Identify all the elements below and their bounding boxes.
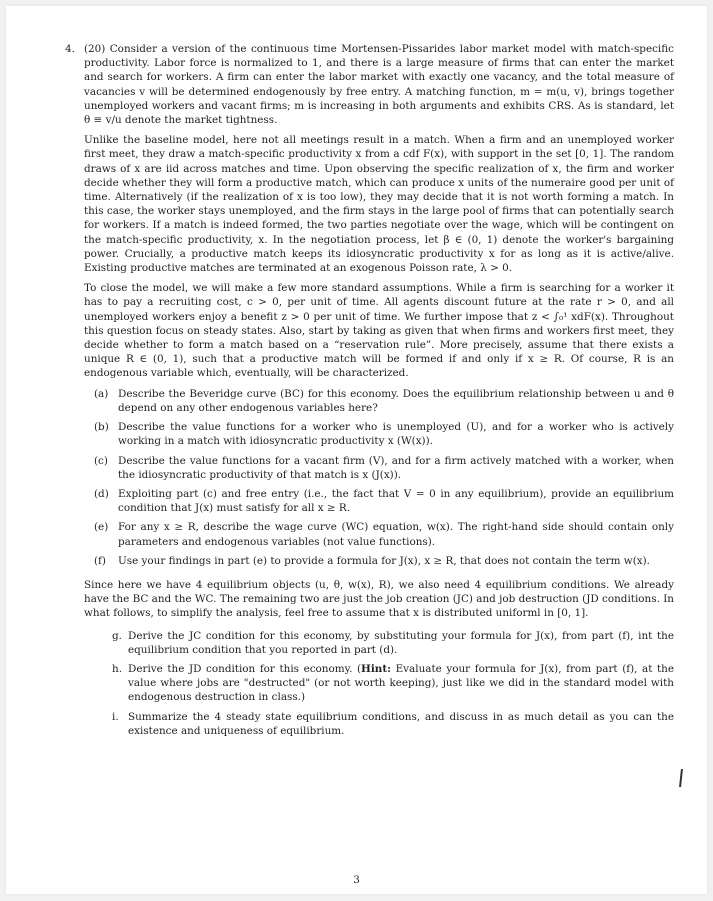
- part-text: Describe the Beveridge curve (BC) for this economy. Does the equilibrium relationship between u and θ depend on any other endogenous variables here?: [118, 387, 674, 414]
- part-text: Use your findings in part (e) to provide a formula for J(x), x ≥ R, that does not contain the term w(x).: [118, 554, 650, 567]
- part-label: g.: [112, 629, 122, 642]
- part-label: (c): [94, 454, 108, 467]
- question-parts-list-2: [84, 629, 674, 738]
- question-part: [94, 420, 674, 448]
- question-part: [112, 629, 674, 657]
- question-part: [112, 710, 674, 738]
- problem-text: [65, 42, 675, 743]
- part-text: For any x ≥ R, describe the wage curve (WC) equation, w(x). The right-hand side should contain only parameters and endogenous variables (not value functions).: [118, 521, 674, 548]
- page-number: 3: [353, 874, 360, 886]
- part-text: Describe the value functions for a vacant firm (V), and for a firm actively matched with a worker, when the idiosyncratic productivity of that match is x (J(x)).: [118, 454, 674, 481]
- paragraph-assumptions: To close the model, we will make a few more standard assumptions. While a firm is searching for a worker it has to pay a recruiting cost, c > 0, per unit of time. All agents discount future at the rate r > 0, and all unemployed workers enjoy a benefit z > 0 per unit of time. We further impose that z < ∫₀¹ xdF(x). Throughout this question focus on steady states. Also, start by taking as given that when firms and workers first meet, they decide whether to form a match based on a “reservation rule”. More precisely, assume that there exists a unique R ∈ (0, 1), such that a productive match will be formed if and only if x ≥ R. Of course, R is an endogenous variable which, eventually, will be characterized.: [84, 282, 674, 380]
- page-edge-mark: [679, 769, 683, 787]
- question-part: [112, 662, 674, 705]
- part-label: h.: [112, 662, 122, 675]
- question-part: [94, 387, 674, 415]
- part-text-before-hint: Derive the JD condition for this economy. (: [128, 662, 362, 675]
- problem-body: [84, 42, 674, 381]
- part-label: (d): [94, 487, 109, 500]
- part-text-after-hint: Evaluate your formula for J(x), from part (f), at the value where jobs are "destructed" (or not worth keeping), just like we did in the standard model with endogenous destruction in class.): [128, 662, 675, 704]
- paragraph-intro: (20) Consider a version of the continuous time Mortensen-Pissarides labor market model with match-specific productivity. Labor force is normalized to 1, and there is a large measure of firms that can enter the market and search for workers. A firm can enter the labor market with exactly one vacancy, and the total measure of vacancies v will be determined endogenously by free entry. A matching function, m = m(u, v), brings together unemployed workers and vacant firms; m is increasing in both arguments and exhibits CRS. As is standard, let θ ≡ v/u denote the market tightness.: [84, 43, 674, 127]
- question-part: [94, 520, 674, 548]
- part-text: Derive the JC condition for this economy, by substituting your formula for J(x), from part (f), int the equilibrium condition that you reported in part (d).: [128, 629, 674, 656]
- part-text: [128, 663, 674, 703]
- part-label: (e): [94, 521, 109, 534]
- part-label: (b): [94, 421, 109, 434]
- paragraph-transition: Since here we have 4 equilibrium objects (u, θ, w(x), R), we also need 4 equilibrium conditions. We already have the BC and the WC. The remaining two are just the job creation (JC) and job destruction (JD conditions. In what follows, to simplify the analysis, feel free to assume that x is distributed uniforml in [0, 1].: [84, 578, 674, 620]
- part-text: Exploiting part (c) and free entry (i.e., the fact that V = 0 in any equilibrium), provide an equilibrium condition that J(x) must satisfy for all x ≥ R.: [118, 487, 674, 515]
- part-text: Describe the value functions for a worker who is unemployed (U), and for a worker who is actively working in a match with idiosyncratic productivity x (W(x)).: [118, 421, 674, 448]
- hint-label: Hint:: [361, 662, 392, 675]
- part-text: Summarize the 4 steady state equilibrium conditions, and discuss in as much detail as you can the existence and uniqueness of equilibrium.: [128, 710, 674, 737]
- problem-number: 4.: [65, 43, 75, 55]
- question-part: [94, 454, 674, 482]
- question-part: [94, 554, 674, 568]
- part-label: (a): [94, 387, 109, 400]
- question-parts-list: [84, 387, 674, 568]
- document-page: [6, 6, 707, 894]
- question-part: [94, 487, 674, 515]
- paragraph-match-productivity: Unlike the baseline model, here not all meetings result in a match. When a firm and an unemployed worker first meet, they draw a match-specific productivity x from a cdf F(x), with support in the set [0, 1]. The random draws of x are iid across matches and time. Upon observing the specific realization of x, the firm and worker decide whether they will form a productive match, which can produce x units of the numeraire good per unit of time. Alternatively (if the realization of x is too low), they may decide that it is not worth forming a match. In this case, the worker stays unemployed, and the firm stays in the large pool of firms that can potentially search for workers. If a match is indeed formed, the two parties negotiate over the wage, which will be contingent on the match-specific productivity, x. In the negotiation process, let β ∈ (0, 1) denote the worker's bargaining power. Crucially, a productive match keeps its idiosyncratic productivity x for as long as it is active/alive. Existing productive matches are terminated at an exogenous Poisson rate, λ > 0.: [84, 134, 674, 275]
- part-label: i.: [112, 710, 119, 723]
- part-label: (f): [94, 554, 106, 567]
